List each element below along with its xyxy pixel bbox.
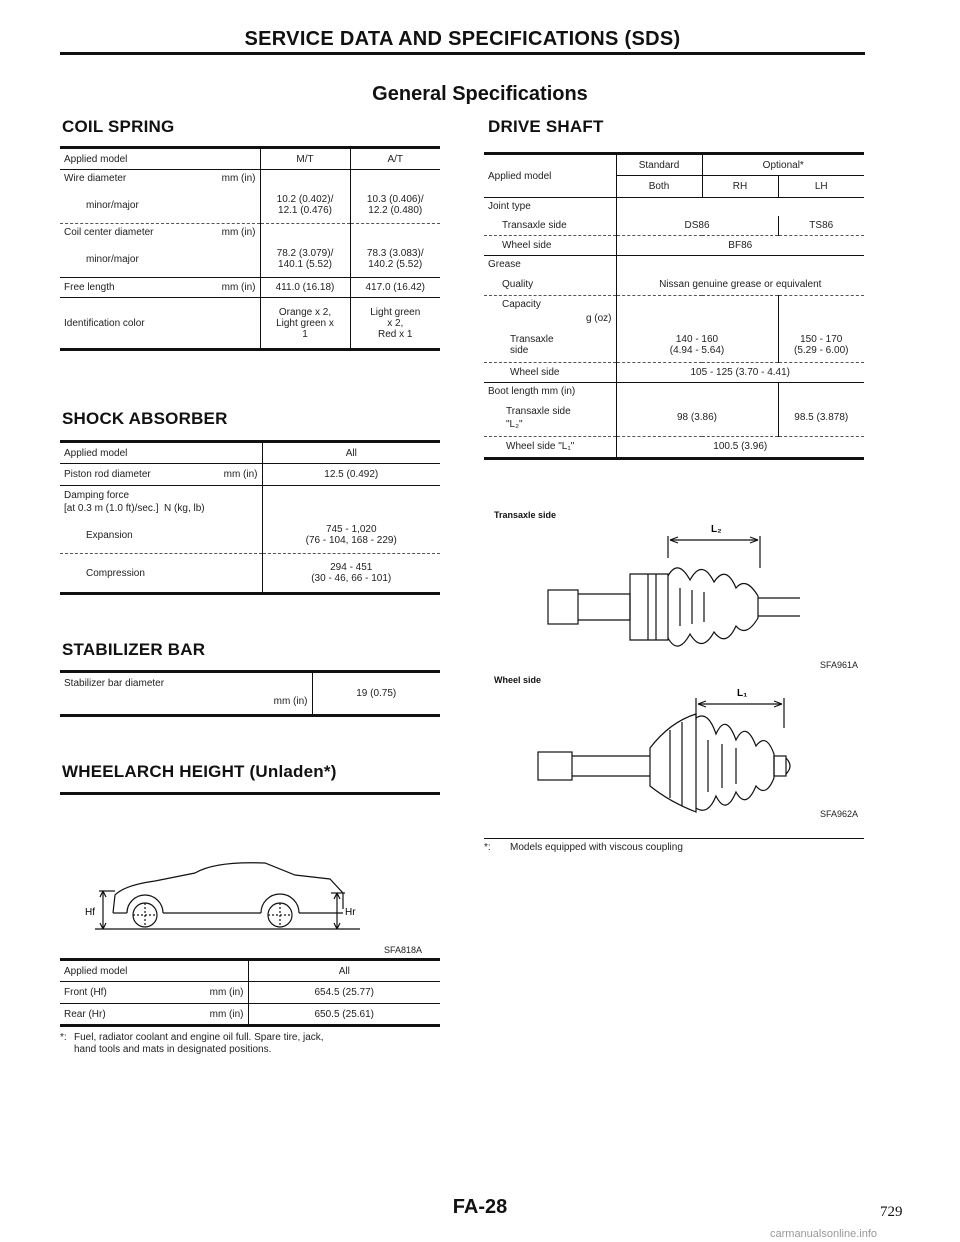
shock-compression-val: 294 - 451 (30 - 46, 66 - 101) — [262, 554, 440, 594]
ds-joint-type: Joint type — [484, 198, 616, 216]
fig-transaxle-side-label: Transaxle side — [494, 510, 557, 520]
ds-optional: Optional* — [702, 154, 864, 176]
coil-spring-table — [60, 146, 440, 351]
stabilizer-label: Stabilizer bar diameter — [64, 678, 165, 689]
header-rule — [60, 52, 865, 55]
wheelarch-rear-val: 650.5 (25.61) — [248, 1004, 440, 1026]
shock-damping-unit: N (kg, lb) — [164, 502, 205, 514]
wheelarch-note-mark: *: — [60, 1032, 67, 1043]
coil-free-at: 417.0 (16.42) — [350, 278, 440, 298]
coil-ident-mt: Orange x 2, Light green x 1 — [260, 298, 350, 350]
ds-standard: Standard — [616, 154, 702, 176]
ds-lh: LH — [778, 176, 864, 198]
ds-joint-transaxle: Transaxle side — [484, 216, 616, 236]
shock-absorber-table — [60, 440, 440, 595]
stabilizer-bar-table — [60, 670, 440, 717]
stabilizer-unit: mm (in) — [273, 696, 308, 707]
ds-rh: RH — [702, 176, 778, 198]
coil-free-unit: mm (in) — [221, 282, 256, 293]
shock-damping-label: Damping force — [64, 489, 130, 501]
coil-center-row — [60, 224, 260, 242]
hr-label: Hr — [345, 907, 356, 918]
ds-cap-wheel: Wheel side — [484, 362, 616, 382]
coil-ident-label: Identification color — [60, 298, 260, 350]
stabilizer-value: 19 (0.75) — [312, 672, 440, 716]
shock-expansion-val: 745 - 1,020 (76 - 104, 168 - 229) — [305, 524, 397, 547]
coil-wire-at: 10.3 (0.406)/ 12.2 (0.480) — [366, 194, 424, 217]
coil-center-unit: mm (in) — [221, 227, 256, 239]
ds-note-mark: *: — [484, 842, 491, 853]
ds-applied-label: Applied model — [484, 154, 616, 198]
ds-quality: Quality — [484, 274, 616, 296]
watermark: carmanualsonline.info — [770, 1228, 878, 1240]
shock-piston-label: Piston rod diameter — [64, 469, 151, 480]
hf-label: Hf — [85, 907, 95, 918]
ds-capacity-unit: g (oz) — [585, 313, 612, 324]
drive-shaft-table — [484, 152, 864, 460]
coil-wire-sub: minor/major — [60, 188, 260, 224]
ds-cap-transaxle: Transaxle side — [484, 328, 616, 362]
ds-grease: Grease — [484, 256, 616, 274]
ds-cap-w-val: 105 - 125 (3.70 - 4.41) — [616, 362, 864, 382]
wheel-side-boot-diagram — [530, 682, 830, 822]
coil-ident-at: Light green x 2, Red x 1 — [350, 298, 440, 350]
coil-wire-unit: mm (in) — [221, 173, 256, 185]
shock-damping-cell — [60, 486, 262, 518]
wheelarch-applied-label: Applied model — [60, 960, 248, 982]
ds-boot-w: Wheel side "L₁" — [484, 436, 616, 458]
stabilizer-bar-heading: STABILIZER BAR — [62, 640, 206, 659]
wheelarch-rear-label: Rear (Hr) — [64, 1008, 106, 1020]
coil-wire-row — [60, 170, 260, 188]
stabilizer-label-cell — [60, 672, 312, 716]
page-code: FA-28 — [452, 1196, 508, 1218]
ds-boot-length: Boot length mm (in) — [484, 382, 616, 400]
page-number: 729 — [880, 1204, 903, 1220]
shock-damping-sub: [at 0.3 m (1.0 ft)/sec.] — [64, 502, 159, 514]
ds-joint-wheel: Wheel side — [484, 236, 616, 256]
wheelarch-col-all: All — [248, 960, 440, 982]
page-subtitle: General Specifications — [372, 83, 588, 105]
coil-free-row — [60, 278, 260, 298]
coil-center-sub: minor/major — [60, 242, 260, 278]
wheelarch-rear-row — [60, 1004, 248, 1026]
ds-boot-t-std: 98 (3.86) — [616, 400, 778, 436]
ds-capacity-cell — [484, 296, 616, 329]
coil-wire-label: Wire diameter — [64, 173, 127, 185]
drive-shaft-heading: DRIVE SHAFT — [488, 117, 604, 136]
wheelarch-front-row — [60, 982, 248, 1004]
ds-bf86: BF86 — [616, 236, 864, 256]
wheelarch-table — [60, 958, 440, 1027]
wheelarch-note-text: Fuel, radiator coolant and engine oil full. Spare tire, jack, hand tools and mats in designated positions. — [74, 1032, 324, 1055]
shock-col-all: All — [262, 442, 440, 464]
fig-wheel-side-label: Wheel side — [494, 675, 542, 685]
ds-ts86: TS86 — [809, 219, 834, 231]
coil-center-label: Coil center diameter — [64, 227, 154, 239]
shock-expansion-label: Expansion — [60, 518, 262, 554]
coil-center-mt: 78.2 (3.079)/ 140.1 (5.52) — [260, 242, 350, 278]
shock-absorber-heading: SHOCK ABSORBER — [62, 409, 228, 428]
ds-cap-t-std: 140 - 160 (4.94 - 5.64) — [616, 328, 778, 362]
sfa961a-code: SFA961A — [820, 660, 859, 670]
ds-capacity: Capacity — [502, 299, 541, 310]
wheelarch-front-val: 654.5 (25.77) — [248, 982, 440, 1004]
page-header-title: SERVICE DATA AND SPECIFICATIONS (SDS) — [244, 28, 681, 50]
shock-piston-unit: mm (in) — [223, 469, 258, 480]
wheelarch-front-label: Front (Hf) — [64, 987, 107, 998]
coil-col-at: A/T — [350, 148, 440, 170]
ds-boot-t: Transaxle side "L₂" — [484, 400, 616, 436]
vehicle-height-diagram — [85, 855, 375, 935]
shock-piston-val: 12.5 (0.492) — [262, 464, 440, 486]
l1-dimension-label: L₁ — [737, 688, 748, 699]
ds-note-text: Models equipped with viscous coupling — [510, 842, 683, 853]
ds-ds86: DS86 — [616, 216, 778, 236]
coil-applied-label: Applied model — [60, 148, 260, 170]
l2-dimension-label: L₂ — [711, 524, 722, 535]
drive-shaft-footnote — [484, 842, 864, 853]
coil-center-at: 78.3 (3.083)/ 140.2 (5.52) — [366, 248, 424, 271]
coil-wire-mt: 10.2 (0.402)/ 12.1 (0.476) — [260, 188, 350, 224]
drive-shaft-note-rule — [484, 838, 864, 839]
ds-boot-t-lh: 98.5 (3.878) — [794, 412, 849, 424]
ds-boot-w-val: 100.5 (3.96) — [616, 436, 864, 458]
transaxle-side-boot-diagram — [530, 518, 830, 658]
ds-quality-val: Nissan genuine grease or equivalent — [659, 278, 822, 290]
shock-applied-label: Applied model — [60, 442, 262, 464]
ds-cap-t-lh: 150 - 170 (5.29 - 6.00) — [794, 333, 849, 356]
shock-compression-label: Compression — [60, 554, 262, 594]
wheelarch-heading: WHEELARCH HEIGHT (Unladen*) — [62, 762, 337, 781]
wheelarch-rule — [60, 792, 440, 795]
coil-col-mt: M/T — [260, 148, 350, 170]
wheelarch-rear-unit: mm (in) — [209, 1008, 244, 1020]
sfa818a-code: SFA818A — [384, 945, 423, 955]
sfa962a-code: SFA962A — [820, 809, 859, 819]
shock-piston-row — [60, 464, 262, 486]
coil-spring-heading: COIL SPRING — [62, 117, 175, 136]
coil-free-label: Free length — [64, 282, 115, 293]
coil-free-mt: 411.0 (16.18) — [260, 278, 350, 298]
wheelarch-front-unit: mm (in) — [209, 987, 244, 998]
wheelarch-footnote — [60, 1032, 440, 1056]
ds-both: Both — [616, 176, 702, 198]
